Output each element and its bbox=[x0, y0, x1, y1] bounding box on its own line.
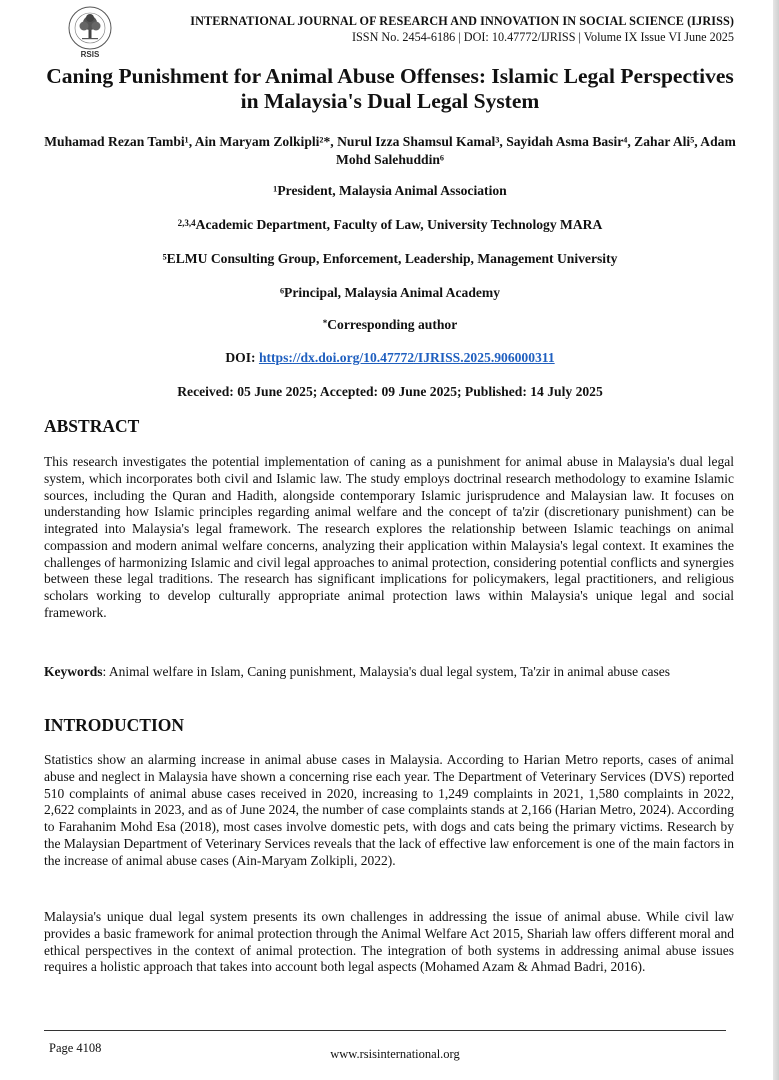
doi-line bbox=[40, 349, 740, 367]
keywords-text: : Animal welfare in Islam, Caning punishment, Malaysia's dual legal system, Ta'zir in animal abuse cases bbox=[102, 664, 671, 679]
affiliation-2-text: Academic Department, Faculty of Law, University Technology MARA bbox=[195, 217, 603, 232]
affiliation-3: ⁵ELMU Consulting Group, Enforcement, Leadership, Management University bbox=[162, 251, 618, 266]
page-edge bbox=[773, 0, 779, 1080]
issn-line: ISSN No. 2454-6186 | DOI: 10.47772/IJRISS | Volume IX Issue VI June 2025 bbox=[351, 30, 734, 44]
logo-text: RSIS bbox=[80, 50, 100, 59]
keywords-label: Keywords bbox=[44, 664, 103, 679]
intro-paragraph-1: Statistics show an alarming increase in animal abuse cases in Malaysia. According to Harian Metro reports, cases of animal abuse and neglect in Malaysia have shown a concerning rise each year. The Department of Veterinary Services (DVS) reported 510 complaints of animal abuse cases received in 2020, increasing to 1,249 complaints in 2021, 1,580 complaints in 2022, 2,622 complaints in 2023, and as of June 2024, the number of case complaints stands at 2,166 (Harian Metro, 2024). According to Farahanim Mohd Esa (2018), most cases involve domestic pets, with dogs and cats being the primary victims. Research by the Malaysian Department of Veterinary Services reveals that the lack of effective law enforcement is one of the main factors in the increase of animal abuse cases (Ain-Maryam Zolkipli, 2022). bbox=[44, 752, 734, 868]
journal-name: INTERNATIONAL JOURNAL OF RESEARCH AND INNOVATION IN SOCIAL SCIENCE (IJRISS) bbox=[190, 14, 734, 28]
doi-label: DOI: bbox=[225, 350, 259, 365]
tree-logo-icon bbox=[58, 4, 122, 60]
footer-website[interactable]: www.rsisinternational.org bbox=[330, 1047, 460, 1061]
affiliation-2-sup: 2,3,4 bbox=[177, 218, 196, 228]
doi-link[interactable]: https://dx.doi.org/10.47772/IJRISS.2025.906000311 bbox=[258, 350, 555, 365]
corresponding-author bbox=[40, 316, 740, 334]
introduction-heading: INTRODUCTION bbox=[44, 715, 185, 735]
footer-divider bbox=[44, 1030, 726, 1031]
author-list: Muhamad Rezan Tambi¹, Ain Maryam Zolkipli²*, Nurul Izza Shamsul Kamal³, Sayidah Asma Basir⁴, Zahar Ali⁵, Adam Mohd Salehuddin⁶ bbox=[44, 134, 736, 167]
abstract-text: This research investigates the potential implementation of caning as a punishment for animal abuse in Malaysia's dual legal system, which incorporates both civil and Islamic law. The study employs doctrinal research methodology to examine Islamic sources, including the Quran and Hadith, alongside contemporary Islamic jurisprudence and Malaysian law. It focuses on understanding how Islamic principles regarding animal welfare and the concept of ta'zir (discretionary punishment) can be integrated into Malaysia's legal framework. The research explores the relationship between Islamic teachings on animal compassion and modern animal welfare concerns, analyzing their application within Malaysia's legal context. It examines the challenges of harmonizing Islamic and civil legal approaches to animal protection, considering potential conflicts and synergies between these legal traditions. The research has significant implications for policymakers, legal practitioners, and religious scholars working to develop culturally appropriate animal protection laws within Malaysia's unique legal and social framework. bbox=[44, 454, 734, 620]
paper-title: Caning Punishment for Animal Abuse Offenses: Islamic Legal Perspectives in Malaysia's Dual Legal System bbox=[46, 64, 734, 113]
affiliation-2 bbox=[40, 216, 740, 234]
affiliation-4: ⁶Principal, Malaysia Animal Academy bbox=[279, 285, 501, 300]
abstract-heading: ABSTRACT bbox=[44, 416, 140, 436]
publication-dates: Received: 05 June 2025; Accepted: 09 June 2025; Published: 14 July 2025 bbox=[177, 384, 603, 399]
corresponding-sup: * bbox=[322, 318, 328, 328]
affiliation-1: ¹President, Malaysia Animal Association bbox=[273, 183, 507, 198]
keywords bbox=[44, 664, 734, 681]
intro-paragraph-2: Malaysia's unique dual legal system presents its own challenges in addressing the issue of animal abuse. While civil law provides a basic framework for animal protection through the Animal Welfare Act 2015, Shariah law offers different moral and ethical perspectives in the context of animal protection. The integration of both systems in addressing animal abuse issues requires a holistic approach that takes into account both legal aspects (Mohamed Azam & Ahmad Badri, 2016). bbox=[44, 909, 734, 975]
page-number: Page 4108 bbox=[49, 1041, 102, 1055]
rsis-logo bbox=[58, 4, 122, 60]
corresponding-text: Corresponding author bbox=[327, 317, 458, 332]
